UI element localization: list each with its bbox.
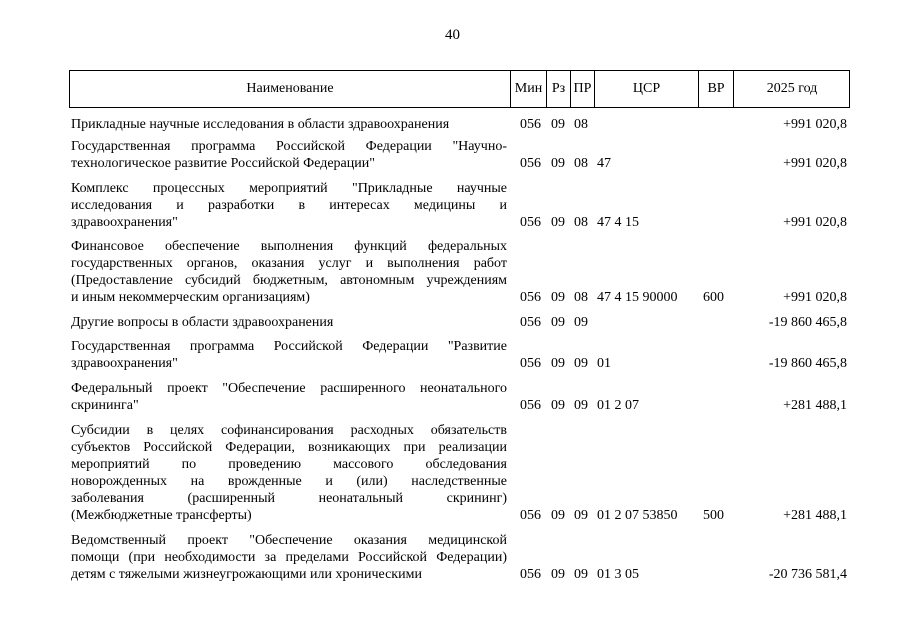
row-pr: 08 [574,290,588,305]
row-name [71,138,507,172]
row-amount: -19 860 465,8 [768,356,847,371]
row-pr: 09 [574,567,588,582]
row-amount: +281 488,1 [783,398,847,413]
header-min: Мин [510,71,546,107]
table-row [0,532,905,583]
row-min: 056 [520,398,541,413]
row-name [71,422,507,524]
row-amount: +991 020,8 [783,290,847,305]
page-number: 40 [445,27,460,43]
row-name-line: новорожденных на врожденные и (или) наследственные [71,474,507,489]
row-name-line: Федеральный проект "Обеспечение расширенного неонатального [71,381,507,396]
row-csr: 47 [597,156,611,171]
row-csr: 01 2 07 53850 [597,508,678,523]
row-name-line: Финансовое обеспечение выполнения функций федеральных [71,239,507,254]
table-row [0,422,905,524]
row-csr: 01 2 07 [597,398,639,413]
row-name [71,180,507,231]
row-amount: +991 020,8 [783,117,847,132]
row-name-line: государственных органов, оказания услуг и выполнения работ [71,256,507,271]
row-pr: 08 [574,215,588,230]
row-csr: 01 3 05 [597,567,639,582]
row-name-line: здравоохранения" [71,356,178,371]
row-amount: -19 860 465,8 [768,315,847,330]
row-csr: 47 4 15 [597,215,639,230]
row-name-line: Государственная программа Российской Федерации "Научно- [71,139,507,154]
row-min: 056 [520,508,541,523]
row-name-line: (Предоставление субсидий бюджетным, автономным учреждениям [71,273,507,288]
row-name [71,338,507,372]
row-pr: 09 [574,508,588,523]
row-rz: 09 [551,315,565,330]
row-vr: 600 [703,290,724,305]
header-rz: Рз [546,71,570,107]
header-csr: ЦСР [594,71,698,107]
row-min: 056 [520,567,541,582]
row-rz: 09 [551,117,565,132]
row-name-line: Субсидии в целях софинансирования расходных обязательств [71,423,507,438]
row-name-line: (Межбюджетные трансферты) [71,508,252,523]
row-vr: 500 [703,508,724,523]
row-name-line: и иным некоммерческим организациям) [71,290,310,305]
table-row [0,380,905,414]
row-min: 056 [520,215,541,230]
row-min: 056 [520,156,541,171]
table-row [0,338,905,372]
row-rz: 09 [551,508,565,523]
row-rz: 09 [551,398,565,413]
table-row [0,238,905,306]
row-name-line: скрининга" [71,398,139,413]
row-name-line: субъектов Российской Федерации, возникающих при реализации [71,440,507,455]
row-min: 056 [520,117,541,132]
row-min: 056 [520,356,541,371]
table-row [0,116,905,133]
row-pr: 09 [574,398,588,413]
row-name-line: Государственная программа Российской Федерации "Развитие [71,339,507,354]
row-name-line: технологическое развитие Российской Федерации" [71,156,375,171]
table-header [69,70,850,108]
row-rz: 09 [551,356,565,371]
row-csr: 47 4 15 90000 [597,290,678,305]
row-pr: 09 [574,315,588,330]
row-pr: 09 [574,356,588,371]
row-amount: +281 488,1 [783,508,847,523]
row-name [71,380,507,414]
row-name-line: помощи (при необходимости за пределами Российской Федерации) [71,550,507,565]
row-name-line: здравоохранения" [71,215,178,230]
row-name-line: исследования и разработки в интересах медицины и [71,198,507,213]
row-rz: 09 [551,156,565,171]
row-rz: 09 [551,567,565,582]
header-pr: ПР [570,71,594,107]
row-name-line: детям с тяжелыми жизнеугрожающими или хроническими [71,567,422,582]
row-name-line: заболевания (расширенный неонатальный скрининг) [71,491,507,506]
row-name-line: мероприятий по проведению массового обследования [71,457,507,472]
row-name-line: Прикладные научные исследования в области здравоохранения [71,117,450,132]
row-min: 056 [520,290,541,305]
table-row [0,138,905,172]
row-name [71,314,507,331]
row-amount: +991 020,8 [783,215,847,230]
row-csr: 01 [597,356,611,371]
header-year: 2025 год [733,71,850,107]
row-rz: 09 [551,290,565,305]
row-name-line: Другие вопросы в области здравоохранения [71,315,334,330]
row-name-line: Комплекс процессных мероприятий "Прикладные научные [71,181,507,196]
row-amount: +991 020,8 [783,156,847,171]
table-row [0,180,905,231]
row-name-line: Ведомственный проект "Обеспечение оказания медицинской [71,533,507,548]
row-name [71,532,507,583]
row-pr: 08 [574,117,588,132]
row-min: 056 [520,315,541,330]
header-vr: ВР [698,71,733,107]
row-name [71,238,507,306]
header-name: Наименование [69,71,510,107]
row-amount: -20 736 581,4 [768,567,847,582]
row-pr: 08 [574,156,588,171]
table-row [0,314,905,331]
row-name [71,116,507,133]
row-rz: 09 [551,215,565,230]
